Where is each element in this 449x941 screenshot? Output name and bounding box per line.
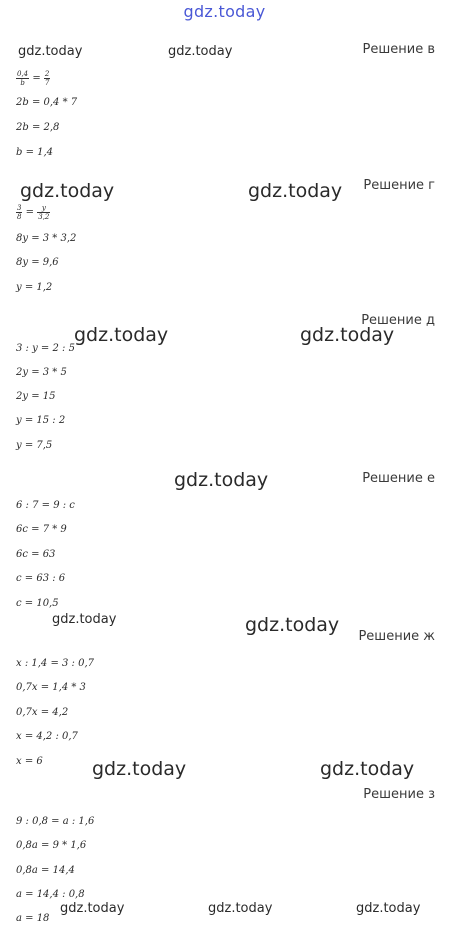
fraction xyxy=(37,204,50,221)
equation-line: x = 6 xyxy=(16,756,43,767)
fraction-equation xyxy=(16,204,50,221)
solution-title: Решение в xyxy=(362,42,435,57)
watermark: gdz.today xyxy=(52,612,117,627)
solution-title: Решение ж xyxy=(358,629,435,644)
watermark: gdz.today xyxy=(60,901,125,916)
equation-line: 2y = 15 xyxy=(16,391,56,402)
equation-line: c = 63 : 6 xyxy=(16,573,66,584)
equation-line: 6c = 63 xyxy=(16,549,56,560)
solution-title: Решение г xyxy=(363,178,435,193)
watermark: gdz.today xyxy=(20,180,115,202)
equals-sign: = xyxy=(25,207,35,218)
equation-line: 0,8a = 14,4 xyxy=(16,865,75,876)
watermark: gdz.today xyxy=(245,614,340,636)
numerator: 0,4 xyxy=(17,70,29,78)
equation-line: x : 1,4 = 3 : 0,7 xyxy=(16,658,94,669)
fraction xyxy=(16,70,29,87)
fraction xyxy=(44,70,50,87)
equation-line: 8y = 3 * 3,2 xyxy=(16,233,77,244)
watermark: gdz.today xyxy=(248,180,343,202)
solution-title: Решение д xyxy=(361,313,435,328)
watermark: gdz.today xyxy=(300,324,395,346)
denominator: 3,2 xyxy=(38,213,50,221)
equation-line: 2b = 2,8 xyxy=(16,122,60,133)
equation-line: y = 7,5 xyxy=(16,440,53,451)
fraction xyxy=(16,204,22,221)
equation-line: 9 : 0,8 = a : 1,6 xyxy=(16,816,95,827)
equation-line: 3 : y = 2 : 5 xyxy=(16,343,75,354)
watermark: gdz.today xyxy=(208,901,273,916)
equation-line: 2y = 3 * 5 xyxy=(16,367,67,378)
equation-line: 6 : 7 = 9 : c xyxy=(16,500,75,511)
equals-sign: = xyxy=(32,73,41,84)
equation-line: b = 1,4 xyxy=(16,147,54,158)
watermark: gdz.today xyxy=(74,324,169,346)
equation-line: 0,8a = 9 * 1,6 xyxy=(16,840,87,851)
watermark: gdz.today xyxy=(92,758,187,780)
solution-title: Решение е xyxy=(362,471,435,486)
equation-line: y = 1,2 xyxy=(16,282,53,293)
equation-line: 8y = 9,6 xyxy=(16,257,59,268)
watermark: gdz.today xyxy=(356,901,421,916)
watermark: gdz.today xyxy=(174,469,269,491)
equation-line: c = 10,5 xyxy=(16,598,59,609)
equation-line: 6c = 7 * 9 xyxy=(16,524,67,535)
numerator: y xyxy=(37,204,50,213)
equation-line: y = 15 : 2 xyxy=(16,415,66,426)
equation-line: 0,7x = 1,4 * 3 xyxy=(16,682,86,693)
equation-line: x = 4,2 : 0,7 xyxy=(16,731,78,742)
equation-line: a = 14,4 : 0,8 xyxy=(16,889,85,900)
site-header[interactable]: gdz.today xyxy=(183,2,266,21)
denominator: 7 xyxy=(44,79,50,87)
watermark: gdz.today xyxy=(320,758,415,780)
numerator: 3 xyxy=(17,204,22,212)
watermark: gdz.today xyxy=(18,44,83,59)
equation-line: a = 18 xyxy=(16,913,50,924)
equation-line: 0,7x = 4,2 xyxy=(16,707,69,718)
equation-line: 2b = 0,4 * 7 xyxy=(16,97,78,108)
numerator: 2 xyxy=(44,70,50,78)
solution-title: Решение з xyxy=(363,787,435,802)
watermark: gdz.today xyxy=(168,44,233,59)
denominator: 8 xyxy=(17,213,22,221)
fraction-equation xyxy=(16,70,50,87)
denominator: b xyxy=(20,79,25,87)
